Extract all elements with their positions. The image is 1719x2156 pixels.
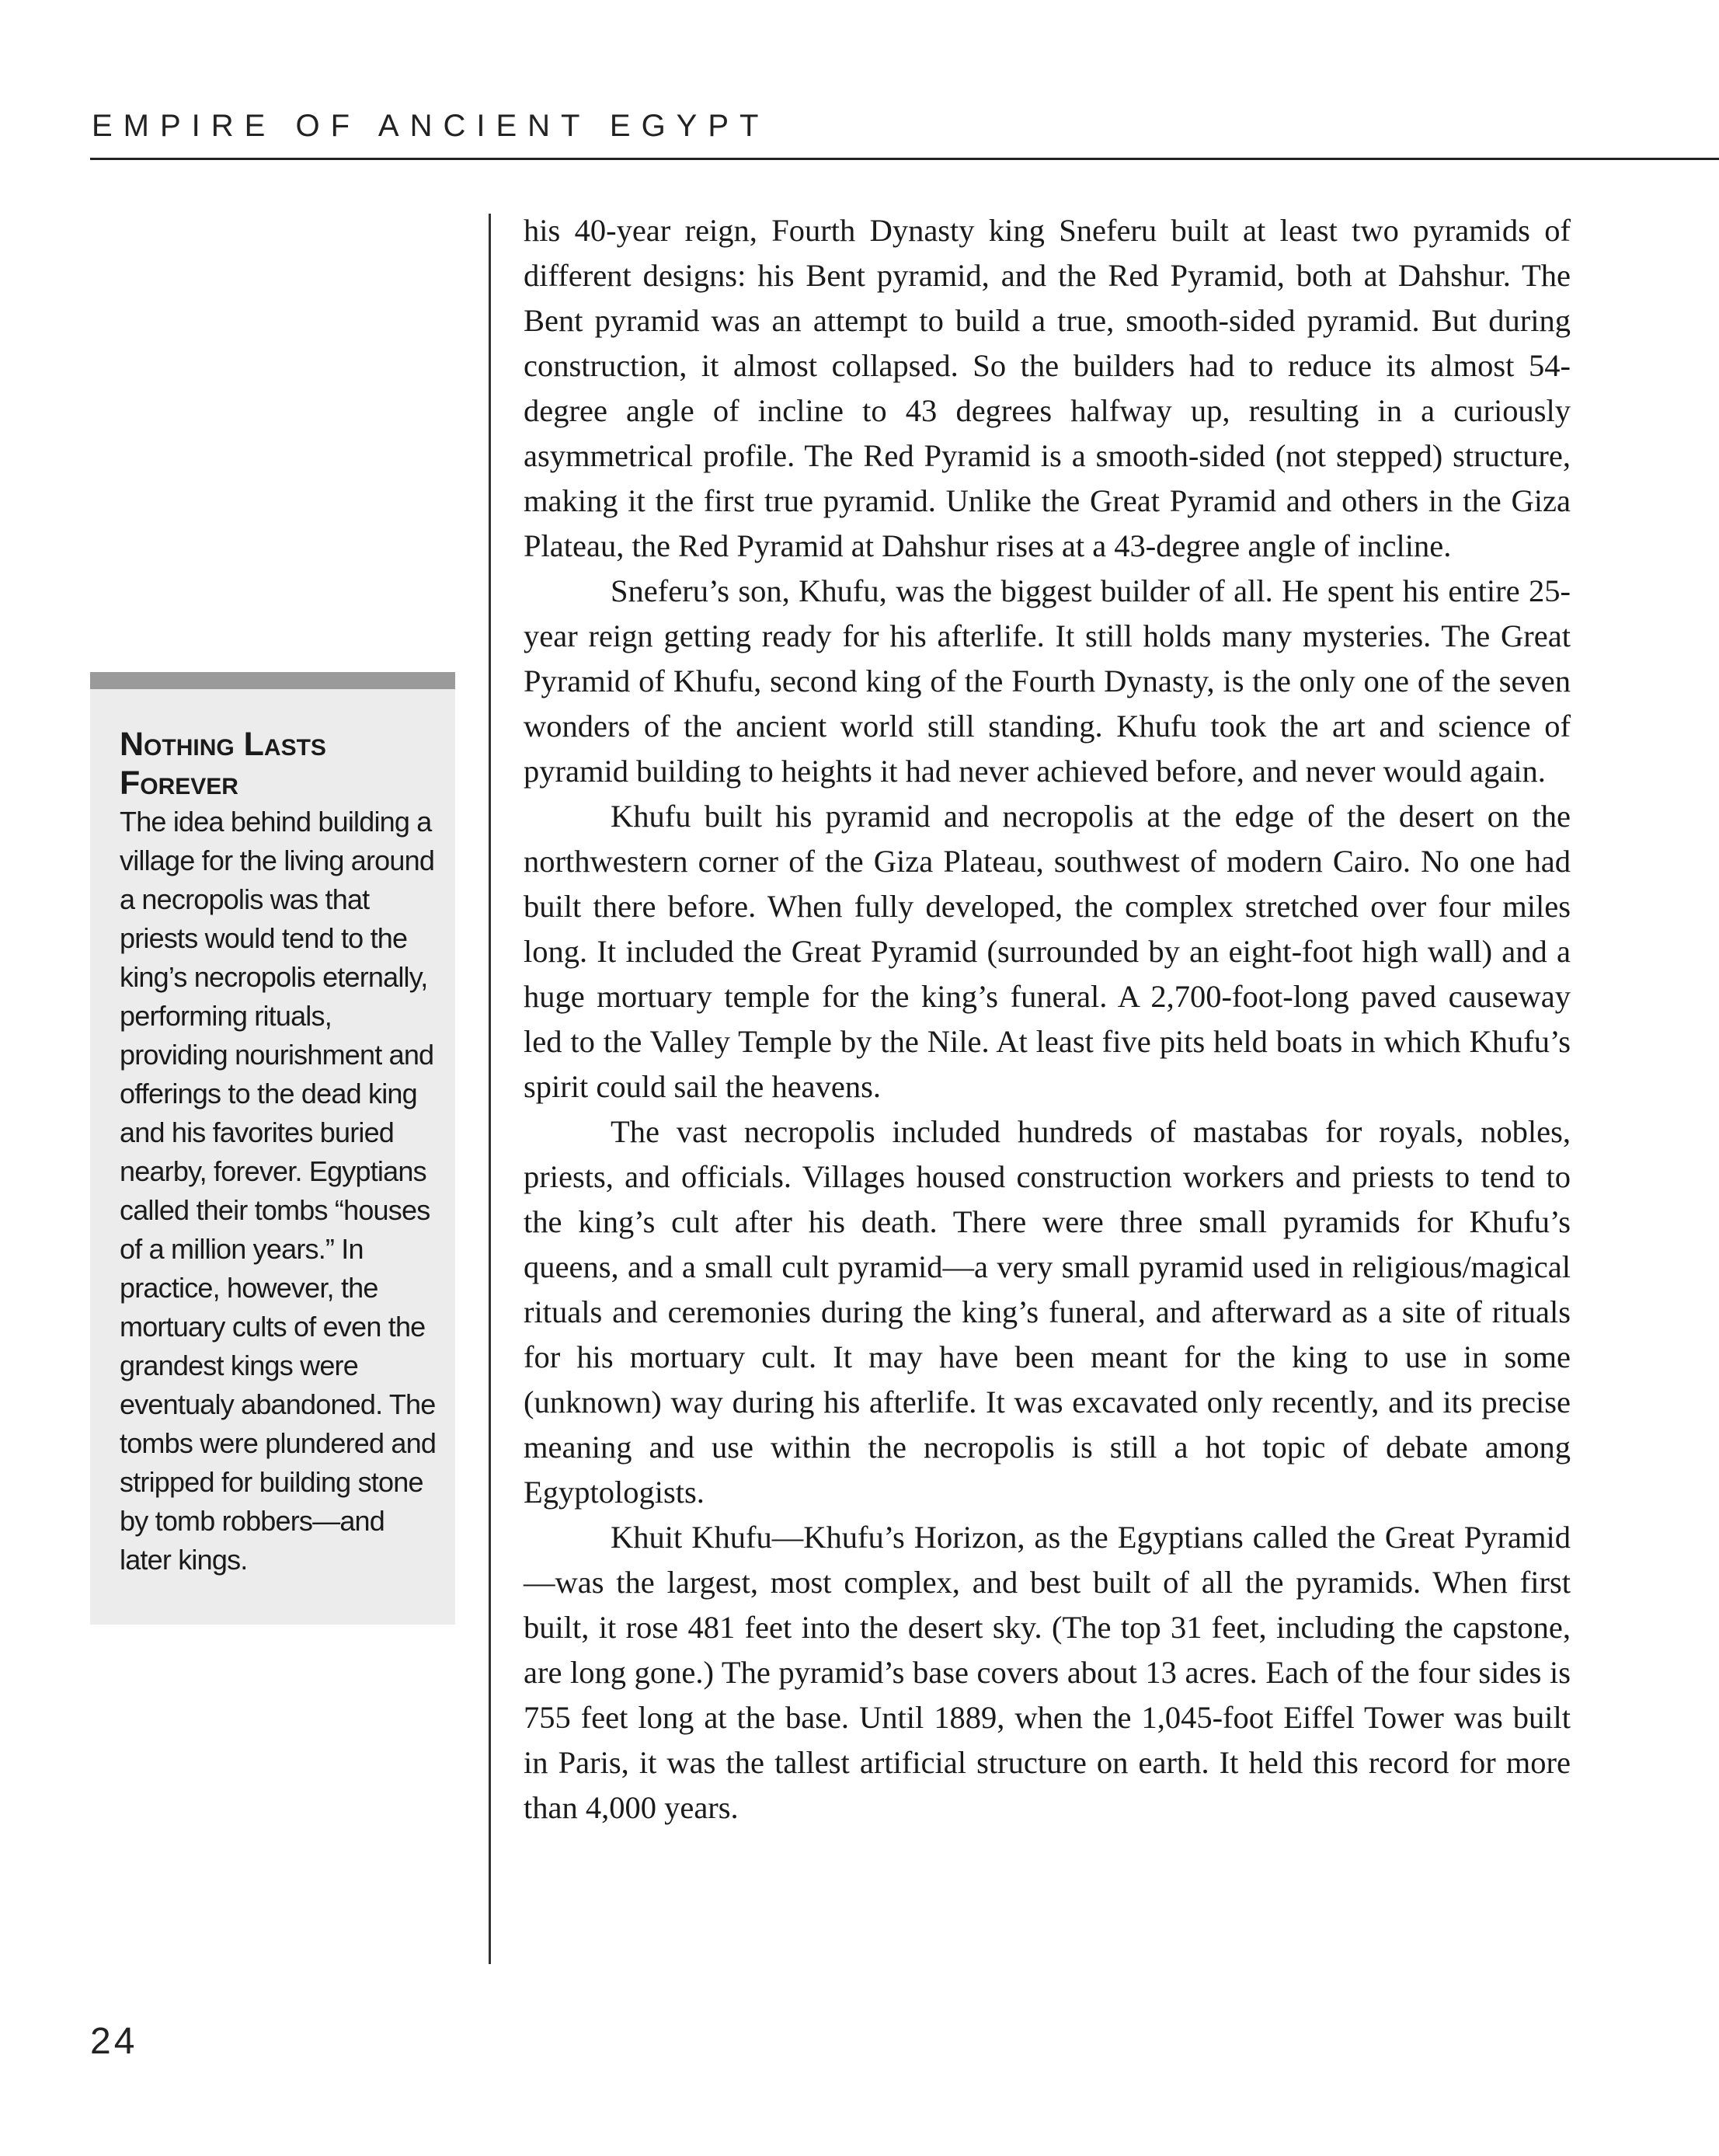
header-rule: [90, 158, 1719, 160]
sidebar-content: [120, 725, 437, 1580]
running-head: EMPIRE OF ANCIENT EGYPT: [92, 109, 770, 143]
sidebar-body: The idea behind building a village for the living around a necropolis was that priests would tend to the king’s necropolis eternally, performing rituals, providing nourishment and offerings to the dead king and his favorites buried nearby, forever. Egyptians called their tombs “houses of a million years.” In practice, however, the mortuary cults of even the grandest kings were eventualy abandoned. The tombs were plundered and stripped for building stone by tomb robbers—and later kings.: [120, 806, 437, 1576]
sidebar-box: [90, 672, 455, 1625]
main-body-text: [524, 208, 1571, 1830]
body-paragraph: The vast necropolis included hundreds of mastabas for royals, nobles, priests, and officials. Villages housed construction workers and priests to tend to the king’s cult after his death. There were three small pyramids for Khufu’s queens, and a small cult pyramid—a very small pyramid used in religious/magical rituals and ceremonies during the king’s funeral, and afterward as a site of rituals for his mortuary cult. It may have been meant for the king to use in some (unknown) way during his afterlife. It was excavated only recently, and its precise meaning and use within the necropolis is still a hot topic of debate among Egyptologists.: [524, 1114, 1571, 1510]
body-paragraph: Khufu built his pyramid and necropolis at the edge of the desert on the northwestern corner of the Giza Plateau, southwest of modern Cairo. No one had built there before. When fully developed, the complex stretched over four miles long. It included the Great Pyramid (surrounded by an eight-foot high wall) and a huge mortuary temple for the king’s funeral. A 2,700-foot-long paved causeway led to the Valley Temple by the Nile. At least five pits held boats in which Khufu’s spirit could sail the heavens.: [524, 799, 1571, 1104]
page-number: 24: [90, 2021, 138, 2062]
sidebar-title: Nothing Lasts Forever: [120, 726, 326, 802]
column-divider: [489, 214, 491, 1964]
body-paragraph: Khuit Khufu—Khufu’s Horizon, as the Egyptians called the Great Pyramid—was the largest, most complex, and best built of all the pyramids. When first built, it rose 481 feet into the desert sky. (The top 31 feet, including the capstone, are long gone.) The pyramid’s base covers about 13 acres. Each of the four sides is 755 feet long at the base. Until 1889, when the 1,045-foot Eiffel Tower was built in Paris, it was the tallest artificial structure on earth. It held this record for more than 4,000 years.: [524, 1520, 1571, 1825]
body-paragraph: his 40-year reign, Fourth Dynasty king Sneferu built at least two pyramids of different designs: his Bent pyramid, and the Red Pyramid, both at Dahshur. The Bent pyramid was an attempt to build a true, smooth-sided pyramid. But during construction, it almost collapsed. So the builders had to reduce its almost 54-degree angle of incline to 43 degrees halfway up, resulting in a curiously asymmetrical profile. The Red Pyramid is a smooth-sided (not stepped) structure, making it the first true pyramid. Unlike the Great Pyramid and others in the Giza Plateau, the Red Pyramid at Dahshur rises at a 43-degree angle of incline.: [524, 213, 1571, 563]
body-paragraph: Sneferu’s son, Khufu, was the biggest builder of all. He spent his entire 25-year reign getting ready for his afterlife. It still holds many mysteries. The Great Pyramid of Khufu, second king of the Fourth Dynasty, is the only one of the seven wonders of the ancient world still standing. Khufu took the art and science of pyramid building to heights it had never achieved before, and never would again.: [524, 573, 1571, 789]
